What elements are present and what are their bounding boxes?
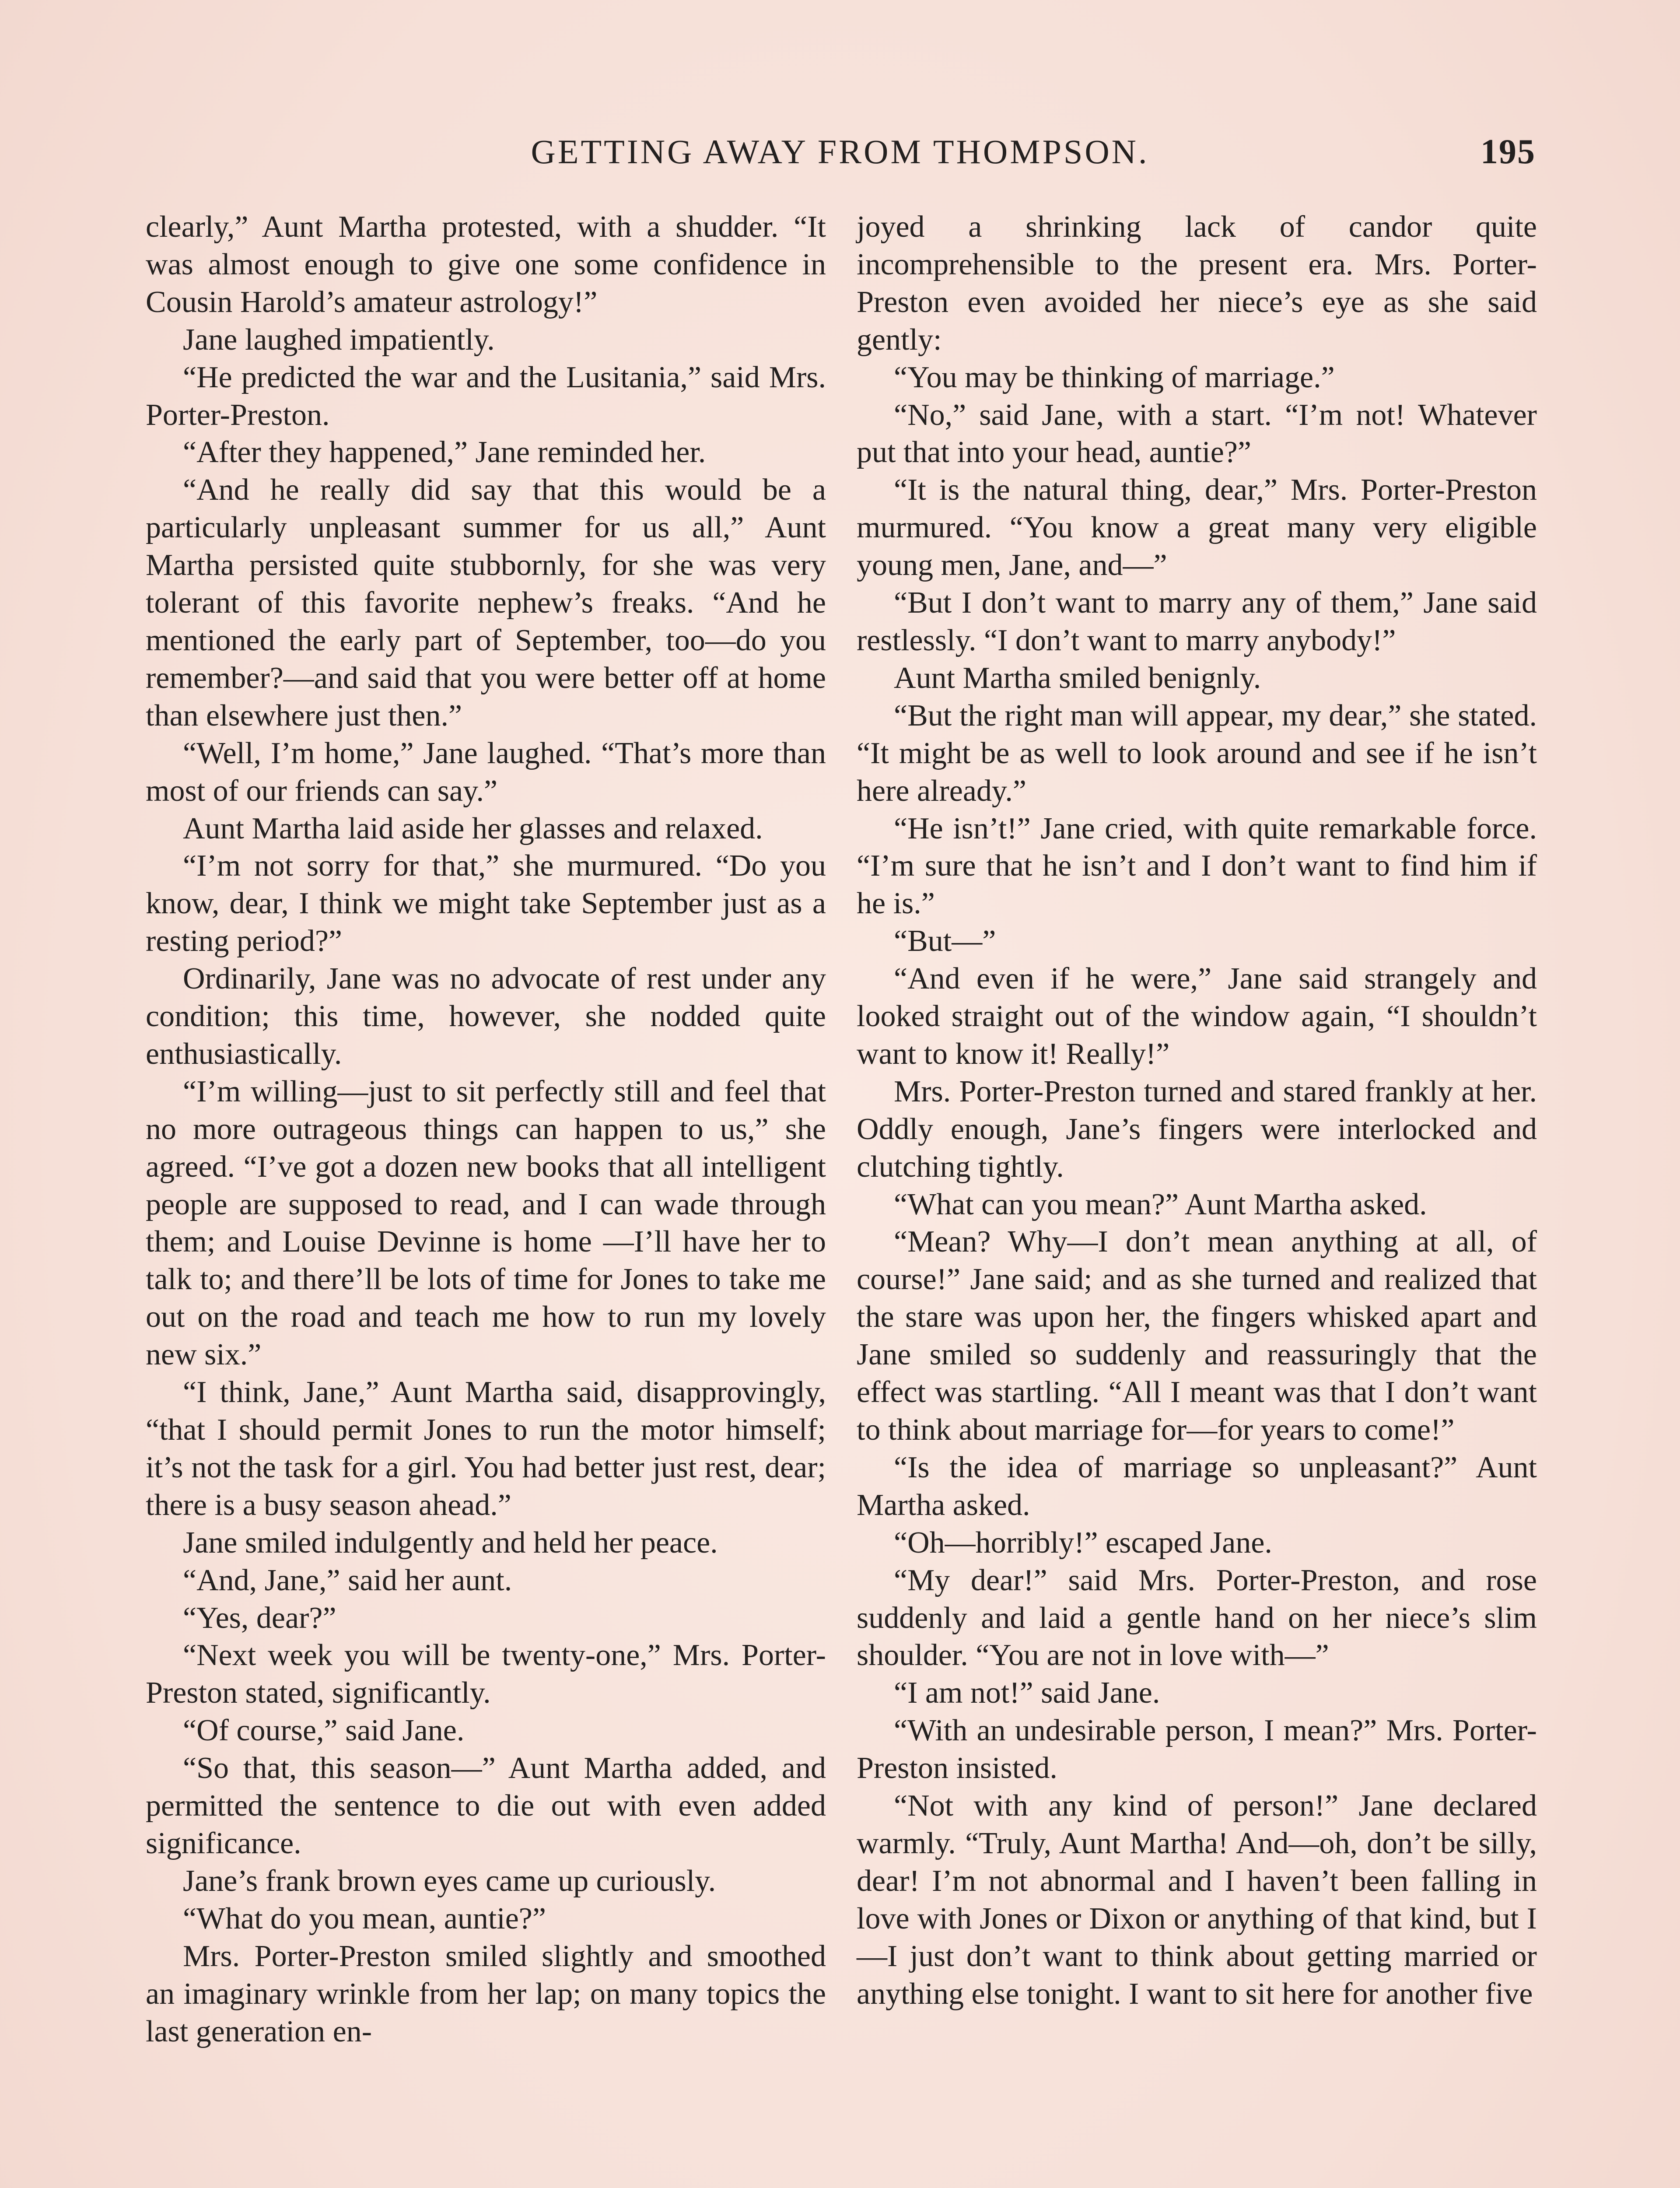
paragraph: “What do you mean, auntie?” [183,1901,546,1936]
paragraph: Mrs. Porter-Preston smiled slightly and smoothed an imaginary wrinkle from her lap; on many topics the last generation en- [146,1939,826,2048]
paragraph: “So that, this season—” Aunt Martha added, and permitted the sentence to die out with even added significance. [146,1751,826,1860]
paragraph: “After they happened,” Jane reminded her. [183,435,706,470]
running-head: GETTING AWAY FROM THOMPSON. [531,133,1149,171]
paragraph: Jane smiled indulgently and held her peace. [183,1525,718,1560]
paragraph: “With an undesirable person, I mean?” Mrs. Porter-Preston insisted. [857,1714,1537,1785]
paragraph: joyed a shrinking lack of candor quite incomprehensible to the present era. Mrs. Porter-Preston even avoided her niece’s eye as she said gently: [857,210,1537,357]
paragraph: “I’m willing—just to sit perfectly still and feel that no more outrageous things can happen to us,” she agreed. “I’ve got a dozen new books that all intelligent people are supposed to read, and I can wade through them; and Louise Devinne is home —I’ll have her to talk to; and there’ll be lots of time for Jones to take me out on the road and teach me how to run my lovely new six.” [146,1074,826,1372]
paragraph: “My dear!” said Mrs. Porter-Preston, and rose suddenly and laid a gentle hand on her niece’s slim shoulder. “You are not in love with—” [857,1563,1537,1673]
paragraph: “Not with any kind of person!” Jane declared warmly. “Truly, Aunt Martha! And—oh, don’t be silly, dear! I’m not abnormal and I haven’t been falling in love with Jones or Dixon or anything of that kind, but I—I just don’t want to think about getting married or anything else tonight. I want to sit here for another five [857,1789,1537,2011]
paragraph: Mrs. Porter-Preston turned and stared frankly at her. Oddly enough, Jane’s fingers were interlocked and clutching tightly. [857,1074,1537,1184]
paragraph: “I’m not sorry for that,” she murmured. “Do you know, dear, I think we might take September just as a resting period?” [146,849,826,958]
paragraph: “No,” said Jane, with a start. “I’m not! Whatever put that into your head, auntie?” [857,398,1537,470]
paragraph: “Mean? Why—I don’t mean anything at all, of course!” Jane said; and as she turned and realized that the stare was upon her, the fingers whisked apart and Jane smiled so suddenly and reassuringly that the effect was startling. “All I meant was that I don’t want to think about marriage for—for years to come!” [857,1225,1537,1447]
paragraph: “And even if he were,” Jane said strangely and looked straight out of the window again, “I shouldn’t want to know it! Really!” [857,962,1537,1071]
paragraph: “But—” [894,924,996,958]
paragraph: Jane’s frank brown eyes came up curiously. [183,1864,716,1898]
page-header [144,128,1536,185]
paragraph: “You may be thinking of marriage.” [894,360,1335,394]
paragraph: “Well, I’m home,” Jane laughed. “That’s more than most of our friends can say.” [146,736,826,808]
paragraph: clearly,” Aunt Martha protested, with a shudder. “It was almost enough to give one some confidence in Cousin Harold’s amateur astrology!” [146,210,826,319]
paragraph: “And, Jane,” said her aunt. [183,1563,512,1597]
paragraph: “It is the natural thing, dear,” Mrs. Porter-Preston murmured. “You know a great many very eligible young men, Jane, and—” [857,473,1537,582]
paragraph: “I am not!” said Jane. [894,1676,1160,1710]
paragraph: “Yes, dear?” [183,1601,336,1635]
paragraph: “But the right man will appear, my dear,” she stated. “It might be as well to look around and see if he isn’t here already.” [857,698,1537,808]
right-column [857,208,1537,2013]
paragraph: “I think, Jane,” Aunt Martha said, disapprovingly, “that I should permit Jones to run the motor himself; it’s not the task for a girl. You had better just rest, dear; there is a busy season ahead.” [146,1375,826,1522]
left-column [146,208,826,2050]
paragraph: “Oh—horribly!” escaped Jane. [894,1525,1272,1560]
paragraph: “Next week you will be twenty-one,” Mrs. Porter-Preston stated, significantly. [146,1638,826,1710]
paragraph: “What can you mean?” Aunt Martha asked. [894,1187,1427,1221]
paragraph: “He isn’t!” Jane cried, with quite remarkable force. “I’m sure that he isn’t and I don’t want to find him if he is.” [857,811,1537,921]
paragraph: “Of course,” said Jane. [183,1714,465,1748]
page-number: 195 [1480,133,1536,171]
paragraph: Ordinarily, Jane was no advocate of rest under any condition; this time, however, she nodded quite enthusiastically. [146,962,826,1071]
paragraph: Aunt Martha smiled benignly. [894,661,1261,695]
paragraph: Aunt Martha laid aside her glasses and relaxed. [183,811,763,845]
paragraph: “Is the idea of marriage so unpleasant?” Aunt Martha asked. [857,1450,1537,1522]
paragraph: “But I don’t want to marry any of them,” Jane said restlessly. “I don’t want to marry anybody!” [857,586,1537,657]
paragraph: Jane laughed impatiently. [183,323,495,357]
paragraph: “He predicted the war and the Lusitania,” said Mrs. Porter-Preston. [146,360,826,432]
paragraph: “And he really did say that this would be a particularly unpleasant summer for us all,” Aunt Martha persisted quite stubbornly, for she was very tolerant of this favorite nephew’s freaks. “And he mentioned the early part of September, too—do you remember?—and said that you were better off at home than elsewhere just then.” [146,473,826,733]
